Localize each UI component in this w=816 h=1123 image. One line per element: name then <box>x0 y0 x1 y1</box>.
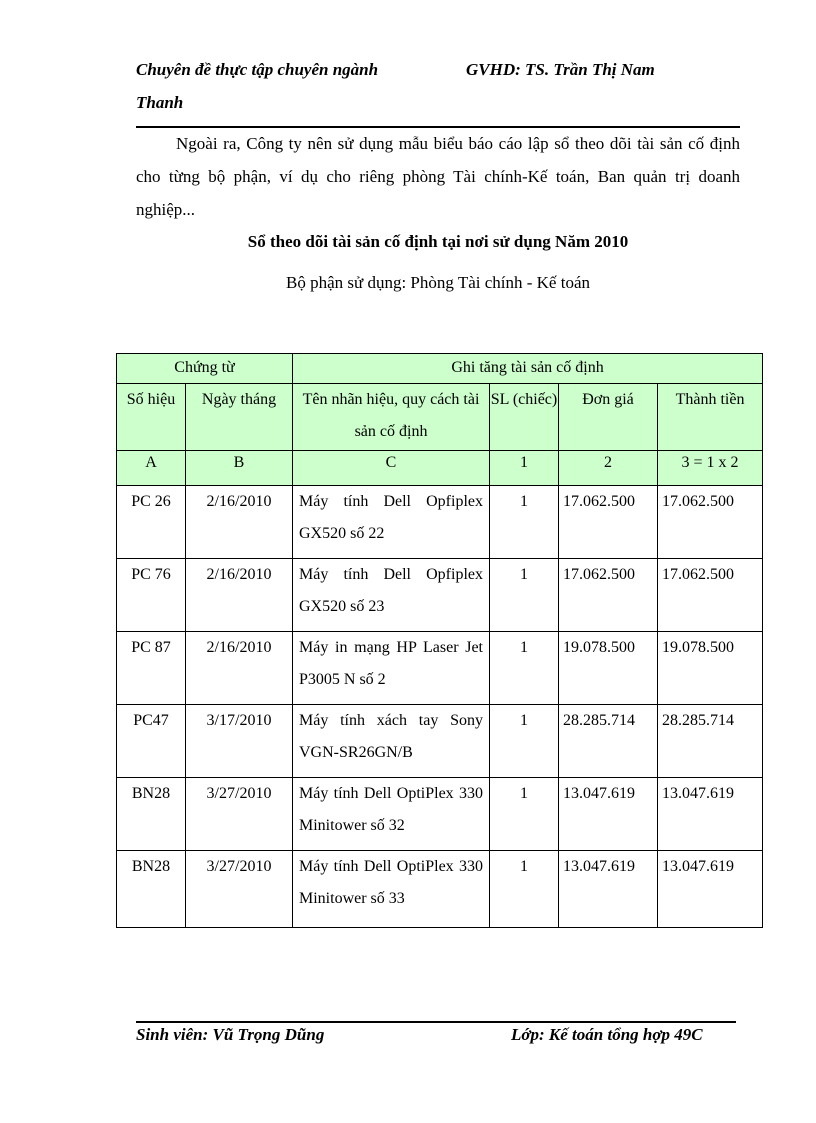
footer-student: Sinh viên: Vũ Trọng Dũng <box>136 1025 325 1044</box>
group-header-voucher: Chứng từ <box>117 354 293 384</box>
cell-date: 2/16/2010 <box>186 486 293 559</box>
cell-unit-price: 28.285.714 <box>559 705 658 778</box>
cell-date: 2/16/2010 <box>186 632 293 705</box>
table-column-header-row <box>117 384 763 451</box>
cell-amount: 13.047.619 <box>658 778 763 851</box>
cell-name: Máy in mạng HP Laser Jet P3005 N số 2 <box>293 632 490 705</box>
cell-unit-price: 17.062.500 <box>559 559 658 632</box>
column-header-date: Ngày tháng <box>186 384 293 451</box>
cell-number: PC 87 <box>117 632 186 705</box>
cell-unit-price: 17.062.500 <box>559 486 658 559</box>
column-header-name: Tên nhãn hiệu, quy cách tài sản cố định <box>293 384 490 451</box>
cell-amount: 28.285.714 <box>658 705 763 778</box>
column-header-number: Số hiệu <box>117 384 186 451</box>
group-header-increase: Ghi tăng tài sản cố định <box>293 354 763 384</box>
table-row <box>117 851 763 928</box>
cell-number: PC47 <box>117 705 186 778</box>
table-row <box>117 486 763 559</box>
table-row <box>117 632 763 705</box>
column-code-unit-price: 2 <box>559 451 658 486</box>
table-group-header-row <box>117 354 763 384</box>
cell-amount: 13.047.619 <box>658 851 763 928</box>
cell-date: 3/27/2010 <box>186 778 293 851</box>
table-row <box>117 778 763 851</box>
cell-qty: 1 <box>490 486 559 559</box>
cell-qty: 1 <box>490 851 559 928</box>
cell-date: 3/17/2010 <box>186 705 293 778</box>
header-advisor: GVHD: TS. Trần Thị Nam <box>466 60 655 79</box>
cell-unit-price: 13.047.619 <box>559 778 658 851</box>
cell-number: PC 26 <box>117 486 186 559</box>
cell-unit-price: 13.047.619 <box>559 851 658 928</box>
table-row <box>117 559 763 632</box>
cell-date: 2/16/2010 <box>186 559 293 632</box>
cell-number: BN28 <box>117 851 186 928</box>
cell-amount: 19.078.500 <box>658 632 763 705</box>
page-header <box>136 60 736 80</box>
cell-qty: 1 <box>490 705 559 778</box>
footer-divider <box>136 1021 736 1023</box>
column-header-unit-price: Đơn giá <box>559 384 658 451</box>
cell-name: Máy tính Dell Opfiplex GX520 số 22 <box>293 486 490 559</box>
header-report-title: Chuyên đề thực tập chuyên ngành <box>136 60 379 79</box>
ledger-title: Sổ theo dõi tài sản cố định tại nơi sử dụng Năm 2010 <box>247 232 629 251</box>
cell-number: PC 76 <box>117 559 186 632</box>
cell-number: BN28 <box>117 778 186 851</box>
column-code-amount: 3 = 1 x 2 <box>658 451 763 486</box>
cell-name: Máy tính Dell OptiPlex 330 Minitower số 33 <box>293 851 490 928</box>
cell-name: Máy tính xách tay Sony VGN-SR26GN/B <box>293 705 490 778</box>
column-header-amount: Thành tiền <box>658 384 763 451</box>
cell-date: 3/27/2010 <box>186 851 293 928</box>
ledger-body <box>117 486 763 928</box>
column-code-number: A <box>117 451 186 486</box>
footer-class: Lớp: Kế toán tổng hợp 49C <box>511 1025 703 1044</box>
cell-amount: 17.062.500 <box>658 486 763 559</box>
column-header-qty: SL (chiếc) <box>490 384 559 451</box>
column-code-qty: 1 <box>490 451 559 486</box>
table-code-row <box>117 451 763 486</box>
cell-unit-price: 19.078.500 <box>559 632 658 705</box>
table-row <box>117 705 763 778</box>
cell-name: Máy tính Dell Opfiplex GX520 số 23 <box>293 559 490 632</box>
cell-qty: 1 <box>490 559 559 632</box>
cell-name: Máy tính Dell OptiPlex 330 Minitower số 32 <box>293 778 490 851</box>
cell-qty: 1 <box>490 778 559 851</box>
ledger-subtitle: Bộ phận sử dụng: Phòng Tài chính - Kế toán <box>285 273 590 292</box>
column-code-name: C <box>293 451 490 486</box>
header-advisor-continuation: Thanh <box>136 93 184 112</box>
asset-ledger-table <box>116 353 763 928</box>
body-paragraph: Ngoài ra, Công ty nên sử dụng mẫu biểu báo cáo lập sổ theo dõi tài sản cố định cho từng bộ phận, ví dụ cho riêng phòng Tài chính-Kế toán, Ban quản trị doanh nghiệp... <box>136 134 740 219</box>
cell-qty: 1 <box>490 632 559 705</box>
column-code-date: B <box>186 451 293 486</box>
cell-amount: 17.062.500 <box>658 559 763 632</box>
